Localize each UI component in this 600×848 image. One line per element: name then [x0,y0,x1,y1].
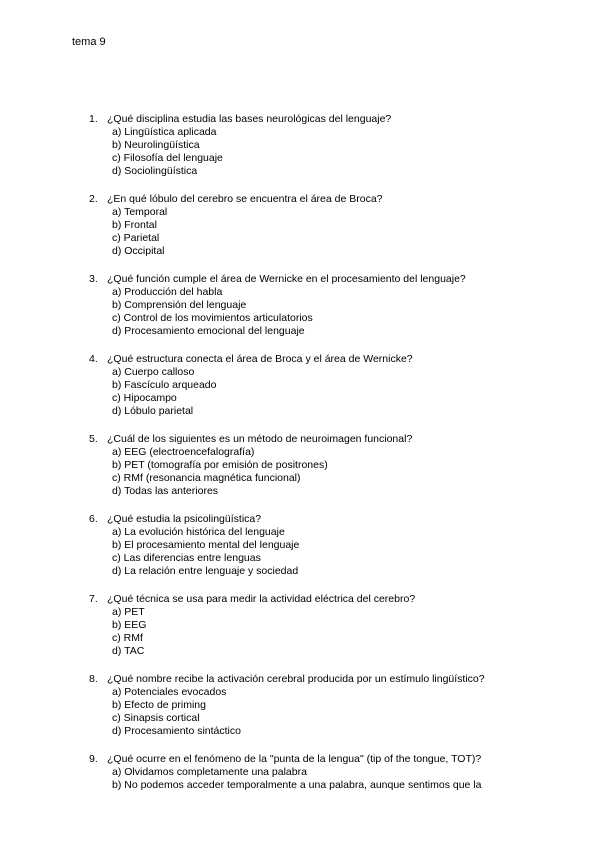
question-text: ¿Qué función cumple el área de Wernicke en el procesamiento del lenguaje? [107,273,466,285]
option-item: b) EEG [112,619,147,631]
option-item: a) Temporal [112,206,168,218]
option-item: b) El procesamiento mental del lenguaje [112,539,300,551]
option-item: d) Todas las anteriores [112,485,219,497]
option-item: a) EEG (electroencefalografía) [112,446,255,458]
option-item: a) Olvidamos completamente una palabra [112,766,307,778]
option-list [0,766,600,792]
option-item: b) Fascículo arqueado [112,379,217,391]
question-item [0,433,600,498]
question-item [0,513,600,578]
option-list [0,686,600,738]
question-list [0,113,600,807]
document-header: tema 9 [72,36,106,48]
option-item: a) Producción del habla [112,286,223,298]
option-item: d) TAC [112,645,145,657]
option-item: b) PET (tomografía por emisión de positrones) [112,459,328,471]
option-item: c) Sinapsis cortical [112,712,200,724]
question-item [0,193,600,258]
question-text: ¿Cuál de los siguientes es un método de neuroimagen funcional? [107,433,413,445]
option-item: a) Lingüística aplicada [112,126,217,138]
option-item: c) RMf (resonancia magnética funcional) [112,472,301,484]
option-item: a) Potenciales evocados [112,686,227,698]
question-number: 5. [89,433,98,445]
question-item [0,753,600,792]
option-list [0,446,600,498]
question-text: ¿Qué nombre recibe la activación cerebral producida por un estímulo lingüístico? [107,673,485,685]
option-item: d) Procesamiento emocional del lenguaje [112,325,305,337]
option-item: b) Efecto de priming [112,699,206,711]
option-item: a) La evolución histórica del lenguaje [112,526,285,538]
question-number: 3. [89,273,98,285]
question-text: ¿Qué disciplina estudia las bases neurológicas del lenguaje? [107,113,392,125]
option-list [0,366,600,418]
question-number: 2. [89,193,98,205]
option-item: b) No podemos acceder temporalmente a una palabra, aunque sentimos que la [112,779,482,791]
question-number: 9. [89,753,98,765]
question-number: 6. [89,513,98,525]
question-text: ¿Qué ocurre en el fenómeno de la "punta de la lengua" (tip of the tongue, TOT)? [107,753,482,765]
question-item [0,273,600,338]
option-list [0,206,600,258]
option-item: d) Sociolingüística [112,165,198,177]
option-item: a) Cuerpo calloso [112,366,195,378]
question-number: 4. [89,353,98,365]
option-item: c) RMf [112,632,143,644]
option-item: d) La relación entre lenguaje y sociedad [112,565,299,577]
option-list [0,526,600,578]
option-item: c) Parietal [112,232,160,244]
option-item: c) Control de los movimientos articulatorios [112,312,313,324]
question-item [0,673,600,738]
question-item [0,113,600,178]
question-text: ¿Qué técnica se usa para medir la actividad eléctrica del cerebro? [107,593,416,605]
question-item [0,353,600,418]
option-item: b) Frontal [112,219,157,231]
question-number: 8. [89,673,98,685]
option-list [0,126,600,178]
option-item: a) PET [112,606,145,618]
question-text: ¿Qué estructura conecta el área de Broca y el área de Wernicke? [107,353,413,365]
question-number: 1. [89,113,98,125]
option-item: b) Neurolingüística [112,139,200,151]
option-item: c) Filosofía del lenguaje [112,152,223,164]
option-item: d) Lóbulo parietal [112,405,194,417]
question-text: ¿En qué lóbulo del cerebro se encuentra el área de Broca? [107,193,383,205]
option-item: d) Occipital [112,245,165,257]
option-list [0,606,600,658]
option-item: d) Procesamiento sintáctico [112,725,241,737]
question-text: ¿Qué estudia la psicolingüística? [107,513,262,525]
option-item: c) Hipocampo [112,392,177,404]
question-item [0,593,600,658]
option-list [0,286,600,338]
option-item: c) Las diferencias entre lenguas [112,552,261,564]
option-item: b) Comprensión del lenguaje [112,299,247,311]
question-number: 7. [89,593,98,605]
